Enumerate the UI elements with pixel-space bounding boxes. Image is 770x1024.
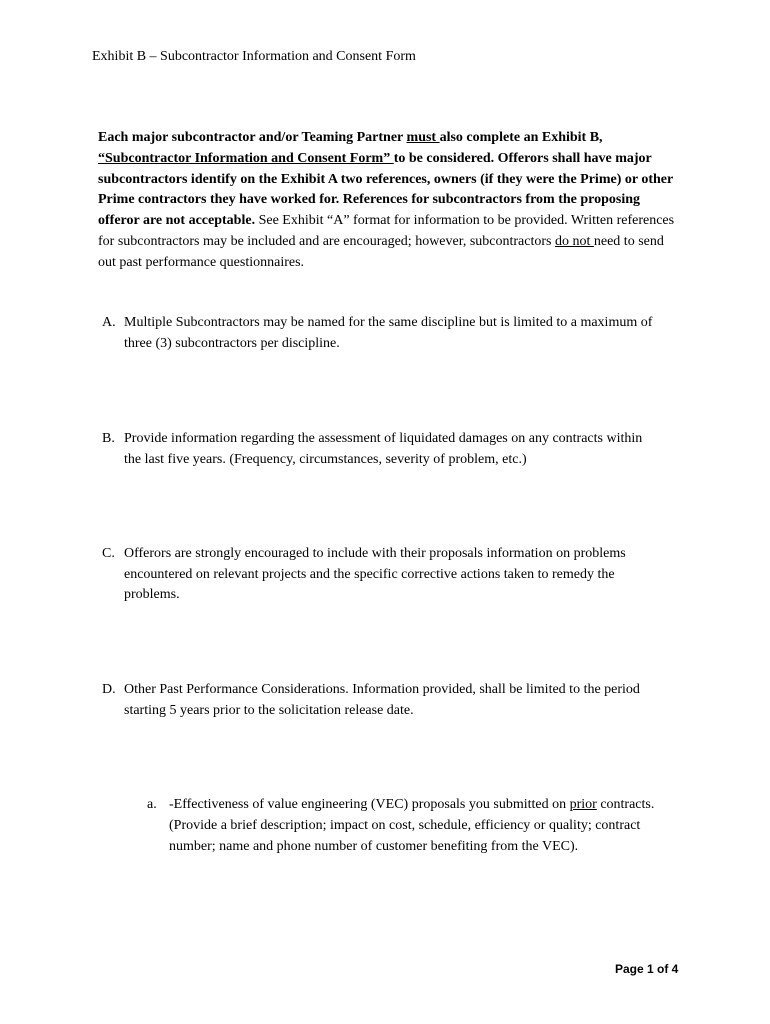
list-marker: D. [102,682,116,697]
sub-item-prior: prior [569,797,597,812]
intro-text-5: need to send out past performance questionnaires. [98,233,664,270]
intro-do-not: do not [554,233,594,249]
page-header: Exhibit B – Subcontractor Information and Consent Form [92,49,416,64]
intro-must: must [406,130,440,145]
list-marker: B. [102,431,115,446]
intro-text-4: See Exhibit “A” format for information to be provided. Written references for subcontractors may be included and are encouraged; however, subcontractors [98,213,675,249]
page-number: Page 1 of 4 [615,962,679,976]
sub-item-text-2: contracts. (Provide a brief description; impact on cost, schedule, efficiency or quality; contract number; name and phone number of customer benefiting from the VEC). [169,797,655,854]
intro-text-2: also complete an Exhibit B, [439,130,603,145]
list-marker: C. [102,546,115,561]
sub-item-text [169,795,657,857]
intro-text-1: Each major subcontractor and/or Teaming Partner [98,130,407,145]
sub-item-a [147,795,657,857]
sub-item-text-1: -Effectiveness of value engineering (VEC) proposals you submitted on [169,797,570,812]
sub-list-marker: a. [147,797,157,812]
list-item-text: Multiple Subcontractors may be named for the same discipline but is limited to a maximum of three (3) subcontractors per discipline. [124,315,653,351]
list-item-a [102,313,662,354]
list-item-text: Other Past Performance Considerations. Information provided, shall be limited to the period starting 5 years prior to the solicitation release date. [124,682,640,718]
list-item-c [102,544,662,606]
intro-paragraph [98,128,678,274]
list-item-b [102,429,662,470]
intro-form-name: “Subcontractor Information and Consent Form” [98,150,394,166]
intro-text-3: to be considered. Offerors shall have major subcontractors identify on the Exhibit A two references, owners (if they were the Prime) or other Prime contractors they have worked for. References for subcontractors from the proposing offeror are not acceptable. [98,150,673,229]
list-item-text: Provide information regarding the assessment of liquidated damages on any contracts within the last five years. (Frequency, circumstances, severity of problem, etc.) [124,431,643,467]
list-marker: A. [102,315,116,330]
list-item-d [102,680,662,721]
list-item-text: Offerors are strongly encouraged to include with their proposals information on problems encountered on relevant projects and the specific corrective actions taken to remedy the problems. [124,546,626,602]
